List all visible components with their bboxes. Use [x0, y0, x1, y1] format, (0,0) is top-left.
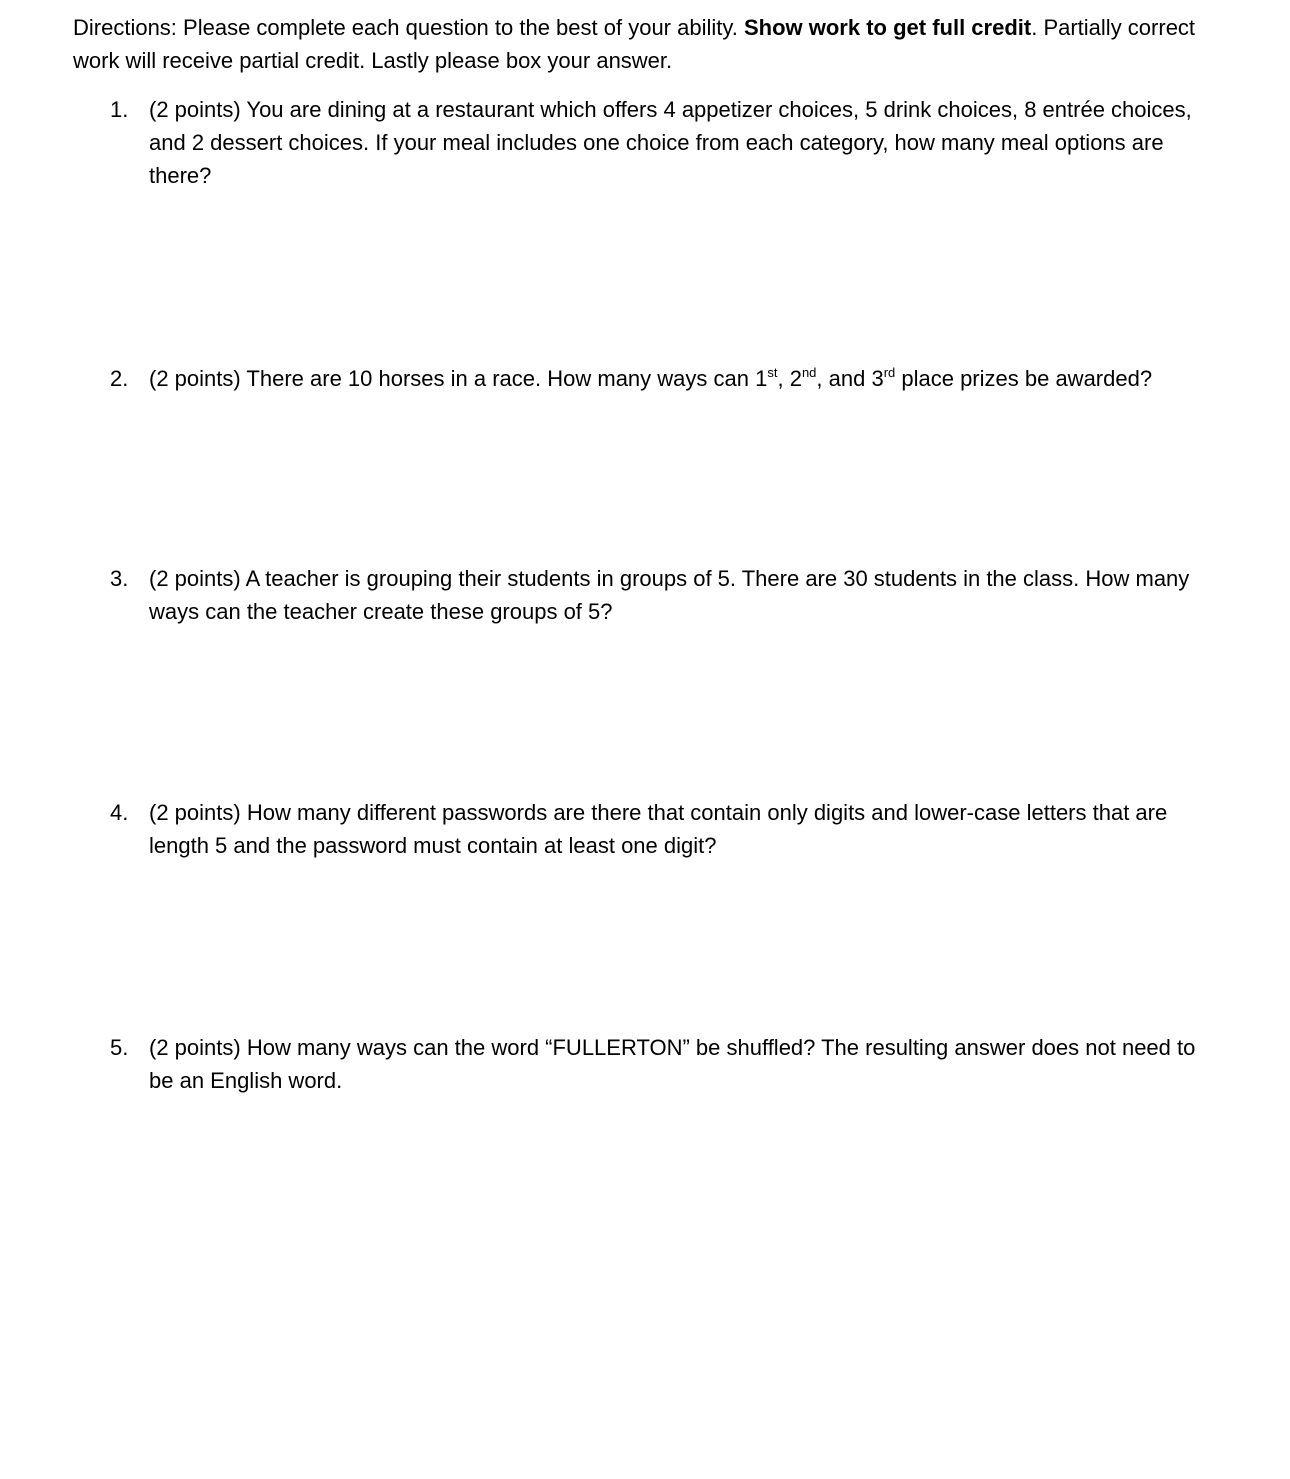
question-text-part: (2 points) There are 10 horses in a race. How many ways can 1: [149, 366, 768, 391]
question-text-part: , 2: [777, 366, 802, 391]
question-number: 4.: [110, 800, 129, 825]
question-text: (2 points) How many ways can the word “FULLERTON” be shuffled? The resulting answer does not need to be an English word.: [149, 1035, 1196, 1093]
directions-tail: . Partially correct work will receive partial credit. Lastly please box your answer.: [73, 15, 1196, 73]
question-text: (2 points) You are dining at a restaurant which offers 4 appetizer choices, 5 drink choices, 8 entrée choices, and 2 dessert choices. If your meal includes one choice from each category, how many meal options are there?: [149, 97, 1192, 188]
question-text-part: place prizes be awarded?: [895, 366, 1153, 391]
question-number: 3.: [110, 566, 129, 591]
question-number: 1.: [110, 97, 129, 122]
question-number: 5.: [110, 1035, 129, 1060]
question-4: [110, 796, 1220, 862]
question-text: [149, 362, 1220, 395]
ordinal-suffix: nd: [801, 365, 817, 380]
question-2: [110, 362, 1220, 395]
question-text: (2 points) A teacher is grouping their students in groups of 5. There are 30 students in the class. How many ways can the teacher create these groups of 5?: [149, 566, 1190, 624]
question-text: (2 points) How many different passwords are there that contain only digits and lower-case letters that are length 5 and the password must contain at least one digit?: [149, 800, 1168, 858]
question-text-part: , and 3: [816, 366, 884, 391]
ordinal-suffix: rd: [883, 365, 896, 380]
directions-emphasis: Show work to get full credit: [743, 15, 1032, 40]
directions-lead: Directions: Please complete each question to the best of your ability.: [73, 15, 744, 40]
directions: [73, 11, 1223, 77]
question-number: 2.: [110, 366, 129, 391]
question-1: [110, 93, 1220, 192]
question-5: [110, 1031, 1220, 1097]
question-3: [110, 562, 1220, 628]
ordinal-suffix: st: [767, 365, 778, 380]
